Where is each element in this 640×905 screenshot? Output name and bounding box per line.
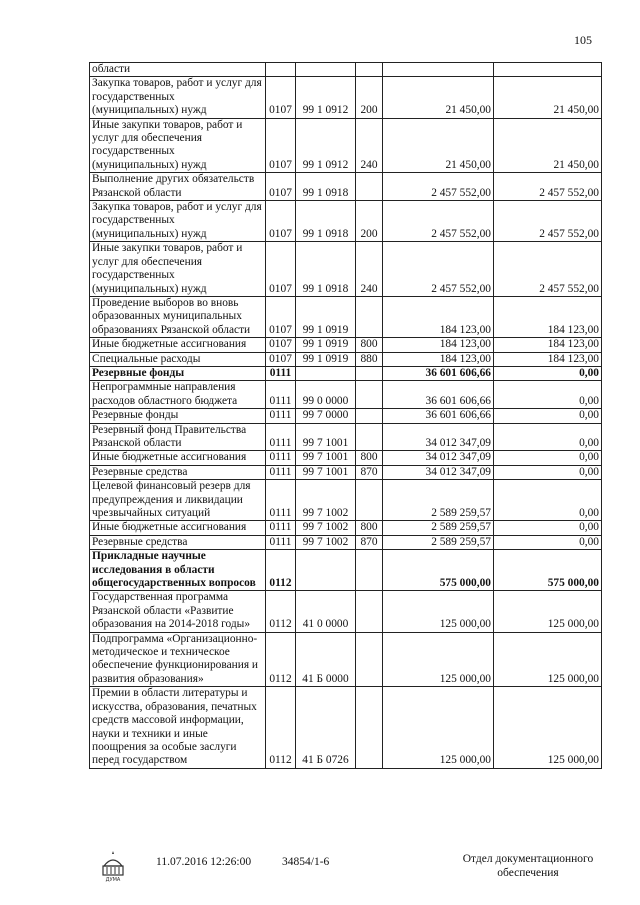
row-type-cell xyxy=(356,381,383,409)
row-amount2-cell: 0,00 xyxy=(494,381,602,409)
table-row xyxy=(90,201,602,242)
row-section-cell: 0107 xyxy=(266,77,296,118)
row-amount2-cell: 2 457 552,00 xyxy=(494,201,602,242)
page-footer xyxy=(0,848,640,898)
table-row xyxy=(90,451,602,465)
page-number: 105 xyxy=(574,33,592,47)
row-target-cell: 99 1 0919 xyxy=(296,296,356,337)
row-target-cell: 99 1 0912 xyxy=(296,118,356,173)
row-type-cell xyxy=(356,480,383,521)
table-row xyxy=(90,687,602,768)
table-row xyxy=(90,465,602,479)
row-section-cell: 0111 xyxy=(266,521,296,535)
row-section-cell xyxy=(266,63,296,77)
row-amount1-cell: 34 012 347,09 xyxy=(383,451,494,465)
row-type-cell: 800 xyxy=(356,451,383,465)
row-type-cell xyxy=(356,423,383,451)
row-amount1-cell: 184 123,00 xyxy=(383,352,494,366)
row-amount1-cell: 2 589 259,57 xyxy=(383,521,494,535)
row-type-cell xyxy=(356,366,383,380)
row-amount1-cell: 125 000,00 xyxy=(383,591,494,632)
row-amount1-cell: 2 457 552,00 xyxy=(383,242,494,297)
row-target-cell: 99 7 1001 xyxy=(296,423,356,451)
row-section-cell: 0111 xyxy=(266,535,296,549)
row-target-cell: 41 0 0000 xyxy=(296,591,356,632)
row-section-cell: 0107 xyxy=(266,118,296,173)
row-target-cell: 41 Б 0000 xyxy=(296,632,356,687)
row-name-cell: Иные бюджетные ассигнования xyxy=(90,451,266,465)
row-section-cell: 0107 xyxy=(266,173,296,201)
table-row xyxy=(90,591,602,632)
footer-department xyxy=(448,852,608,880)
row-amount2-cell: 21 450,00 xyxy=(494,77,602,118)
row-amount1-cell: 184 123,00 xyxy=(383,338,494,352)
row-section-cell: 0111 xyxy=(266,480,296,521)
row-name-cell: Специальные расходы xyxy=(90,352,266,366)
row-section-cell: 0112 xyxy=(266,591,296,632)
table-row xyxy=(90,352,602,366)
row-amount2-cell: 0,00 xyxy=(494,521,602,535)
row-section-cell: 0111 xyxy=(266,409,296,423)
row-amount1-cell: 36 601 606,66 xyxy=(383,381,494,409)
table-row xyxy=(90,242,602,297)
row-amount1-cell: 125 000,00 xyxy=(383,687,494,768)
row-name-cell: Государственная программа Рязанской области «Развитие образования на 2014-2018 годы» xyxy=(90,591,266,632)
row-name-cell: Проведение выборов во вновь образованных муниципальных образованиях Рязанской области xyxy=(90,296,266,337)
row-amount1-cell: 184 123,00 xyxy=(383,296,494,337)
row-name-cell: Иные бюджетные ассигнования xyxy=(90,338,266,352)
row-type-cell: 880 xyxy=(356,352,383,366)
footer-department-line1: Отдел документационного xyxy=(462,853,594,865)
row-type-cell xyxy=(356,591,383,632)
row-target-cell: 99 1 0918 xyxy=(296,173,356,201)
row-amount2-cell: 0,00 xyxy=(494,423,602,451)
row-section-cell: 0107 xyxy=(266,338,296,352)
row-amount1-cell: 2 589 259,57 xyxy=(383,480,494,521)
row-amount1-cell: 2 589 259,57 xyxy=(383,535,494,549)
row-name-cell: Резервные фонды xyxy=(90,409,266,423)
row-type-cell: 200 xyxy=(356,201,383,242)
row-name-cell: Резервные фонды xyxy=(90,366,266,380)
row-amount2-cell: 184 123,00 xyxy=(494,296,602,337)
row-type-cell xyxy=(356,632,383,687)
row-target-cell: 99 0 0000 xyxy=(296,381,356,409)
table-row xyxy=(90,63,602,77)
row-amount2-cell: 125 000,00 xyxy=(494,591,602,632)
row-amount2-cell: 0,00 xyxy=(494,465,602,479)
row-section-cell: 0112 xyxy=(266,687,296,768)
table-row xyxy=(90,173,602,201)
row-name-cell: Выполнение других обязательств Рязанской области xyxy=(90,173,266,201)
row-type-cell: 200 xyxy=(356,77,383,118)
row-amount2-cell: 0,00 xyxy=(494,535,602,549)
row-amount1-cell xyxy=(383,63,494,77)
table-row xyxy=(90,409,602,423)
table-row xyxy=(90,77,602,118)
budget-table xyxy=(89,62,602,769)
row-type-cell: 870 xyxy=(356,535,383,549)
duma-logo-icon xyxy=(98,848,128,882)
row-amount2-cell: 0,00 xyxy=(494,451,602,465)
row-section-cell: 0111 xyxy=(266,366,296,380)
table-row xyxy=(90,338,602,352)
footer-date: 11.07.2016 12:26:00 xyxy=(156,856,252,868)
budget-table-body xyxy=(90,63,602,769)
row-amount2-cell xyxy=(494,63,602,77)
row-amount1-cell: 34 012 347,09 xyxy=(383,465,494,479)
row-amount2-cell: 184 123,00 xyxy=(494,352,602,366)
row-type-cell: 240 xyxy=(356,242,383,297)
row-type-cell xyxy=(356,687,383,768)
table-row xyxy=(90,550,602,591)
row-name-cell: Подпрограмма «Организационно-методическое и техническое обеспечение функционирования и развития образования» xyxy=(90,632,266,687)
row-type-cell xyxy=(356,63,383,77)
row-target-cell: 99 7 1002 xyxy=(296,535,356,549)
row-type-cell xyxy=(356,173,383,201)
row-target-cell: 99 7 1002 xyxy=(296,480,356,521)
row-amount2-cell: 21 450,00 xyxy=(494,118,602,173)
row-type-cell xyxy=(356,550,383,591)
row-target-cell: 99 1 0919 xyxy=(296,352,356,366)
row-name-cell: Прикладные научные исследования в области общегосударственных вопросов xyxy=(90,550,266,591)
row-name-cell: Иные закупки товаров, работ и услуг для обеспечения государственных (муниципальных) нужд xyxy=(90,118,266,173)
row-section-cell: 0107 xyxy=(266,296,296,337)
row-amount2-cell: 184 123,00 xyxy=(494,338,602,352)
row-target-cell: 99 7 1002 xyxy=(296,521,356,535)
row-type-cell: 870 xyxy=(356,465,383,479)
table-row xyxy=(90,381,602,409)
row-name-cell: Резервные средства xyxy=(90,465,266,479)
row-section-cell: 0107 xyxy=(266,242,296,297)
row-amount2-cell: 125 000,00 xyxy=(494,687,602,768)
row-amount1-cell: 34 012 347,09 xyxy=(383,423,494,451)
row-section-cell: 0112 xyxy=(266,632,296,687)
table-row xyxy=(90,535,602,549)
table-row xyxy=(90,366,602,380)
row-amount2-cell: 125 000,00 xyxy=(494,632,602,687)
row-name-cell: Целевой финансовый резерв для предупреждения и ликвидации чрезвычайных ситуаций xyxy=(90,480,266,521)
row-section-cell: 0112 xyxy=(266,550,296,591)
row-target-cell: 41 Б 0726 xyxy=(296,687,356,768)
row-target-cell: 99 7 0000 xyxy=(296,409,356,423)
row-amount2-cell: 2 457 552,00 xyxy=(494,242,602,297)
row-section-cell: 0111 xyxy=(266,465,296,479)
row-section-cell: 0107 xyxy=(266,201,296,242)
row-target-cell: 99 1 0919 xyxy=(296,338,356,352)
row-amount1-cell: 21 450,00 xyxy=(383,118,494,173)
row-name-cell: Премии в области литературы и искусства, образования, печатных средств массовой информации, науки и техники и иные поощрения за особые заслуги перед государством xyxy=(90,687,266,768)
row-amount1-cell: 21 450,00 xyxy=(383,77,494,118)
footer-doc-number: 34854/1-6 xyxy=(282,856,330,868)
row-section-cell: 0111 xyxy=(266,423,296,451)
row-name-cell: области xyxy=(90,63,266,77)
row-target-cell xyxy=(296,550,356,591)
row-section-cell: 0111 xyxy=(266,451,296,465)
row-type-cell: 800 xyxy=(356,521,383,535)
row-target-cell: 99 7 1001 xyxy=(296,451,356,465)
row-name-cell: Непрограммные направления расходов областного бюджета xyxy=(90,381,266,409)
row-section-cell: 0107 xyxy=(266,352,296,366)
row-name-cell: Иные закупки товаров, работ и услуг для обеспечения государственных (муниципальных) нужд xyxy=(90,242,266,297)
table-row xyxy=(90,521,602,535)
row-name-cell: Резервные средства xyxy=(90,535,266,549)
table-row xyxy=(90,632,602,687)
row-amount2-cell: 575 000,00 xyxy=(494,550,602,591)
row-section-cell: 0111 xyxy=(266,381,296,409)
row-name-cell: Резервный фонд Правительства Рязанской области xyxy=(90,423,266,451)
row-amount2-cell: 2 457 552,00 xyxy=(494,173,602,201)
row-target-cell xyxy=(296,366,356,380)
table-row xyxy=(90,118,602,173)
row-amount2-cell: 0,00 xyxy=(494,409,602,423)
row-amount1-cell: 2 457 552,00 xyxy=(383,173,494,201)
row-name-cell: Закупка товаров, работ и услуг для государственных (муниципальных) нужд xyxy=(90,77,266,118)
row-name-cell: Закупка товаров, работ и услуг для государственных (муниципальных) нужд xyxy=(90,201,266,242)
footer-department-line2: обеспечения xyxy=(497,867,559,879)
row-target-cell: 99 1 0918 xyxy=(296,242,356,297)
table-row xyxy=(90,296,602,337)
row-amount1-cell: 2 457 552,00 xyxy=(383,201,494,242)
row-target-cell xyxy=(296,63,356,77)
row-type-cell: 240 xyxy=(356,118,383,173)
row-target-cell: 99 1 0912 xyxy=(296,77,356,118)
row-target-cell: 99 1 0918 xyxy=(296,201,356,242)
table-row xyxy=(90,480,602,521)
row-type-cell xyxy=(356,296,383,337)
row-amount1-cell: 575 000,00 xyxy=(383,550,494,591)
row-amount2-cell: 0,00 xyxy=(494,366,602,380)
row-amount2-cell: 0,00 xyxy=(494,480,602,521)
row-type-cell: 800 xyxy=(356,338,383,352)
row-amount1-cell: 125 000,00 xyxy=(383,632,494,687)
row-target-cell: 99 7 1001 xyxy=(296,465,356,479)
row-type-cell xyxy=(356,409,383,423)
logo-text: ДУМА xyxy=(105,877,121,882)
row-amount1-cell: 36 601 606,66 xyxy=(383,366,494,380)
row-name-cell: Иные бюджетные ассигнования xyxy=(90,521,266,535)
table-row xyxy=(90,423,602,451)
row-amount1-cell: 36 601 606,66 xyxy=(383,409,494,423)
